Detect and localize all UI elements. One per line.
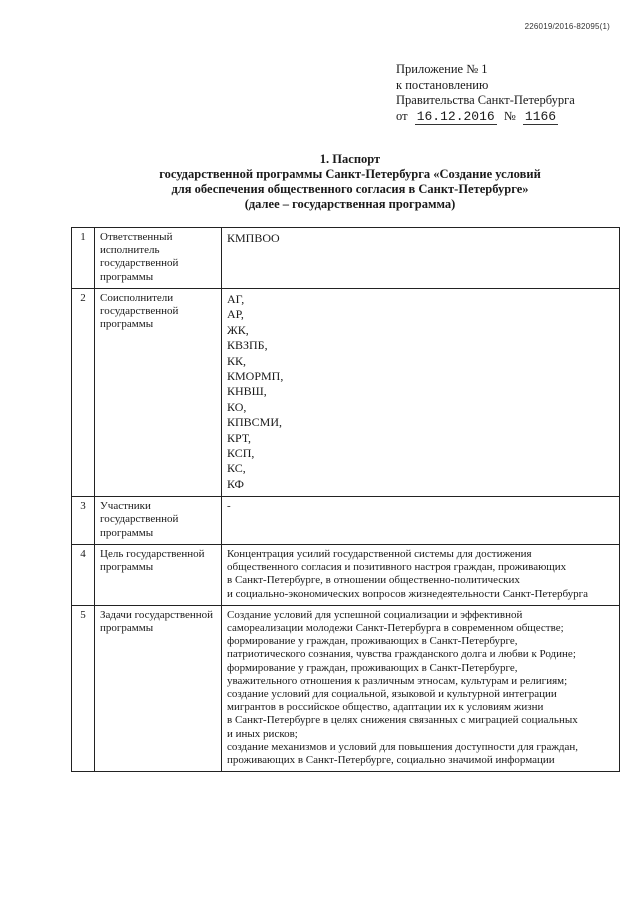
row-value	[222, 605, 620, 771]
value-line: АР,	[227, 307, 244, 322]
value-line: формирование у граждан, проживающих в Санкт-Петербурге,	[227, 661, 518, 674]
title-line-1: 1. Паспорт	[319, 152, 381, 166]
value-line: в Санкт-Петербурге, в отношении общественно-политических	[227, 574, 520, 587]
value-line: Концентрация усилий государственной системы для достижения	[227, 547, 532, 560]
table-row	[72, 497, 620, 545]
value-line: КРТ,	[227, 430, 251, 445]
table-row	[72, 605, 620, 771]
row-number: 5	[72, 605, 95, 771]
appendix-government: Правительства Санкт-Петербурга	[396, 93, 575, 107]
row-name: Цель государственной программы	[95, 544, 222, 605]
value-line: самореализации молодежи Санкт-Петербурга в современном обществе;	[227, 621, 564, 634]
row-name: Задачи государственной программы	[95, 605, 222, 771]
value-line: КС,	[227, 461, 246, 476]
row-name: Ответственный исполнитель государственной программы	[95, 228, 222, 289]
row-number: 1	[72, 228, 95, 289]
appendix-resolution: к постановлению	[396, 77, 489, 92]
value-line: патриотического сознания, чувства гражданского долга и любви к Родине;	[227, 648, 576, 661]
row-number: 3	[72, 497, 95, 545]
value-line: создание механизмов и условий для повышения доступности для граждан,	[227, 740, 579, 753]
appendix-date-line	[396, 109, 575, 125]
value-line: КФ	[227, 476, 244, 491]
value-line: создание условий для социальной, языковой и культурной интеграции	[227, 687, 557, 700]
value-line: формирование у граждан, проживающих в Санкт-Петербурге,	[227, 635, 518, 648]
row-value	[222, 544, 620, 605]
table-row	[72, 228, 620, 289]
row-value	[222, 497, 620, 545]
title-line-4: (далее – государственная программа)	[244, 197, 456, 211]
row-value	[222, 289, 620, 497]
value-line: КМПВОО	[227, 231, 280, 245]
row-number: 4	[72, 544, 95, 605]
value-line: общественного согласия и позитивного настроя граждан, проживающих	[227, 561, 567, 574]
value-line: КВЗПБ,	[227, 338, 268, 353]
table-row	[72, 289, 620, 497]
row-name: Участники государственной программы	[95, 497, 222, 545]
value-line: КНВШ,	[227, 384, 267, 399]
document-id: 226019/2016-82095(1)	[524, 22, 610, 31]
value-line: КМОРМП,	[227, 369, 284, 384]
value-line: ЖК,	[227, 322, 249, 337]
row-name: Соисполнители государственной программы	[95, 289, 222, 497]
value-line: КПВСМИ,	[227, 415, 283, 430]
value-line: КО,	[227, 399, 247, 414]
value-line: и социально-экономических вопросов жизнедеятельности Санкт-Петербурга	[227, 587, 589, 600]
value-line: КК,	[227, 353, 247, 368]
row-value	[222, 228, 620, 289]
value-line: КСП,	[227, 446, 255, 461]
row-number: 2	[72, 289, 95, 497]
number-label: №	[503, 108, 516, 123]
title-line-3: для обеспечения общественного согласия в Санкт-Петербурге»	[171, 182, 529, 196]
appendix-title: Приложение № 1	[396, 62, 488, 76]
value-line: в Санкт-Петербурге в целях снижения связанных с миграцией социальных	[227, 714, 578, 727]
passport-table	[71, 227, 620, 772]
title-line-2: государственной программы Санкт-Петербурга «Создание условий	[159, 167, 541, 181]
resolution-date: 16.12.2016	[416, 108, 495, 124]
value-line: АГ,	[227, 292, 245, 306]
resolution-number: 1166	[524, 108, 557, 124]
value-line: мигрантов в российское общество, адаптации их к условиям жизни	[227, 701, 544, 714]
value-line: проживающих в Санкт-Петербурге, социально значимой информации	[227, 753, 555, 766]
table-row	[72, 544, 620, 605]
value-line: -	[227, 500, 231, 513]
appendix-block	[396, 62, 575, 124]
value-line: Создание условий для успешной социализации и эффективной	[227, 608, 523, 621]
value-line: уважительного отношения к различным этносам, культурам и религиям;	[227, 674, 568, 687]
passport-title	[60, 152, 640, 212]
from-label: от	[396, 108, 408, 123]
value-line: и иных рисков;	[227, 727, 298, 740]
